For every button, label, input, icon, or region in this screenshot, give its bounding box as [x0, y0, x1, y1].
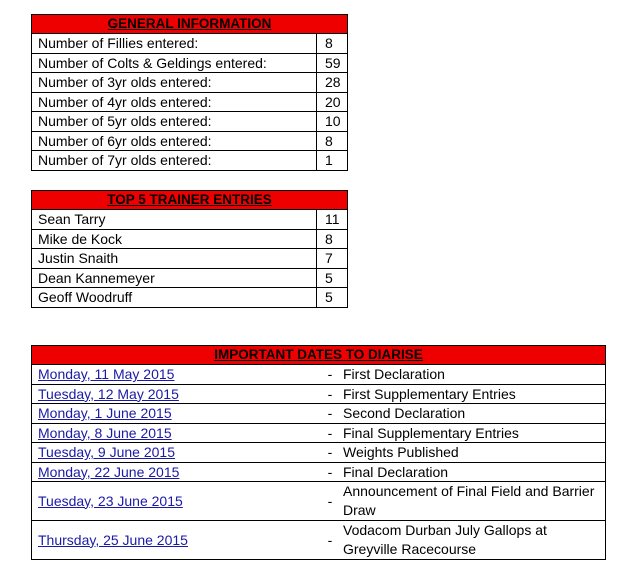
- row-label: Number of 4yr olds entered:: [32, 92, 317, 112]
- row-value: 28: [317, 73, 348, 93]
- date-link[interactable]: Tuesday, 12 May 2015: [38, 385, 179, 402]
- dash-separator: -: [323, 482, 337, 521]
- event-text: Second Declaration: [337, 404, 606, 424]
- important-dates-table: [31, 345, 606, 560]
- trainer-name: Justin Snaith: [32, 249, 317, 269]
- row-label: Number of Colts & Geldings entered:: [32, 53, 317, 73]
- event-text: Final Supplementary Entries: [337, 423, 606, 443]
- event-text: First Declaration: [337, 365, 606, 385]
- table-row: [32, 521, 606, 560]
- dash-separator: -: [323, 462, 337, 482]
- table-row: [32, 249, 348, 269]
- row-label: Number of 6yr olds entered:: [32, 131, 317, 151]
- row-value: 8: [317, 131, 348, 151]
- event-text: First Supplementary Entries: [337, 384, 606, 404]
- table-row: [32, 365, 606, 385]
- table-row: [32, 34, 348, 54]
- event-text: Final Declaration: [337, 462, 606, 482]
- dash-separator: -: [323, 384, 337, 404]
- row-value: 8: [317, 34, 348, 54]
- table-row: [32, 462, 606, 482]
- table-row: [32, 229, 348, 249]
- trainer-entries: 5: [317, 268, 348, 288]
- trainer-entries: 5: [317, 288, 348, 308]
- table-row: [32, 288, 348, 308]
- row-value: 1: [317, 151, 348, 171]
- general-information-header: GENERAL INFORMATION: [32, 15, 348, 34]
- table-row: [32, 404, 606, 424]
- row-value: 10: [317, 112, 348, 132]
- table-row: [32, 443, 606, 463]
- table-row: [32, 92, 348, 112]
- date-link[interactable]: Monday, 8 June 2015: [38, 424, 172, 441]
- trainer-entries: 7: [317, 249, 348, 269]
- trainer-entries: 8: [317, 229, 348, 249]
- date-link[interactable]: Monday, 22 June 2015: [38, 463, 180, 480]
- event-text: Weights Published: [337, 443, 606, 463]
- important-dates-header: IMPORTANT DATES TO DIARISE: [32, 346, 606, 365]
- table-row: [32, 210, 348, 230]
- trainer-name: Mike de Kock: [32, 229, 317, 249]
- row-label: Number of Fillies entered:: [32, 34, 317, 54]
- dash-separator: -: [323, 423, 337, 443]
- date-link[interactable]: Tuesday, 23 June 2015: [38, 492, 183, 509]
- table-row: [32, 112, 348, 132]
- row-value: 59: [317, 53, 348, 73]
- table-row: [32, 482, 606, 521]
- table-row: [32, 423, 606, 443]
- top-trainers-table: [31, 190, 348, 308]
- date-link[interactable]: Monday, 1 June 2015: [38, 405, 172, 422]
- trainer-entries: 11: [317, 210, 348, 230]
- trainer-name: Dean Kannemeyer: [32, 268, 317, 288]
- row-value: 20: [317, 92, 348, 112]
- date-link[interactable]: Monday, 11 May 2015: [38, 366, 175, 383]
- dash-separator: -: [323, 404, 337, 424]
- dash-separator: -: [323, 443, 337, 463]
- table-row: [32, 131, 348, 151]
- trainer-name: Sean Tarry: [32, 210, 317, 230]
- top-trainers-header: TOP 5 TRAINER ENTRIES: [32, 191, 348, 210]
- table-row: [32, 151, 348, 171]
- date-link[interactable]: Tuesday, 9 June 2015: [38, 444, 175, 461]
- row-label: Number of 7yr olds entered:: [32, 151, 317, 171]
- table-row: [32, 73, 348, 93]
- event-text: Announcement of Final Field and Barrier Draw: [337, 482, 606, 521]
- trainer-name: Geoff Woodruff: [32, 288, 317, 308]
- event-text: Vodacom Durban July Gallops at Greyville Racecourse: [337, 521, 606, 560]
- dash-separator: -: [323, 521, 337, 560]
- dash-separator: -: [323, 365, 337, 385]
- row-label: Number of 5yr olds entered:: [32, 112, 317, 132]
- date-link[interactable]: Thursday, 25 June 2015: [38, 531, 188, 548]
- table-row: [32, 268, 348, 288]
- row-label: Number of 3yr olds entered:: [32, 73, 317, 93]
- general-information-table: [31, 14, 348, 171]
- table-row: [32, 53, 348, 73]
- table-row: [32, 384, 606, 404]
